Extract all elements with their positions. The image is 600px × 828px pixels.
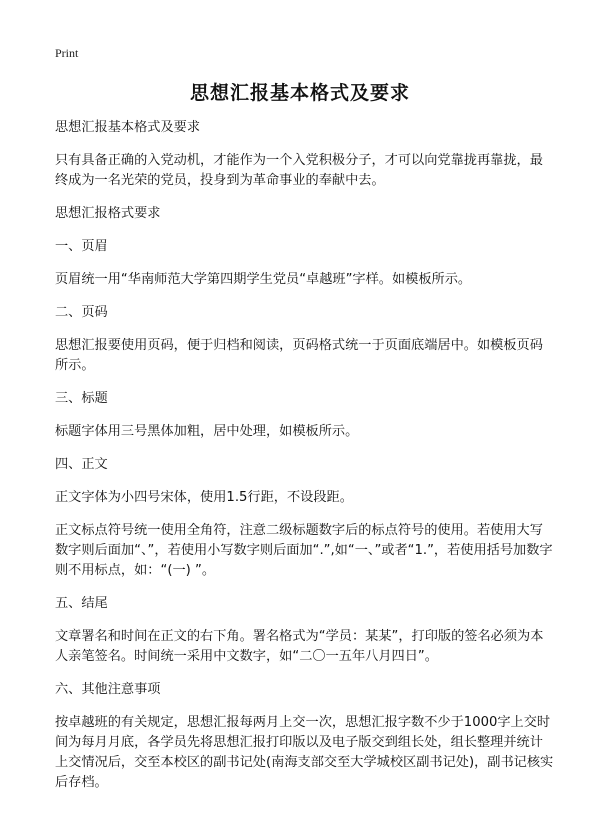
section-text-page-number: 思想汇报要使用页码，便于归档和阅读，页码格式统一于页面底端居中。如模板页码所示。 — [55, 338, 543, 373]
section-heading-ending: 五、结尾 — [55, 596, 108, 611]
format-requirements-heading: 思想汇报格式要求 — [55, 206, 161, 221]
page-title: 思想汇报基本格式及要求 — [189, 82, 410, 104]
section-text-body-punctuation: 正文标点符号统一使用全角符，注意二级标题数字后的标点符号的使用。若使用大写数字则后面加“、”，若使用小写数字则后面加“.”,如“一、”或者“1.”，若使用括号加数字则不用标点，如：“(一) ”。 — [55, 523, 553, 578]
section-text-body-font: 正文字体为小四号宋体，使用1.5行距，不设段距。 — [55, 490, 353, 505]
section-heading-title: 三、标题 — [55, 391, 108, 406]
print-label: Print — [55, 46, 79, 60]
intro-paragraph: 只有具备正确的入党动机，才能作为一个入党积极分子，才可以向党靠拢再靠拢，最终成为一名光荣的党员，投身到为革命事业的奉献中去。 — [55, 153, 543, 188]
section-heading-other-notes: 六、其他注意事项 — [55, 682, 161, 697]
section-text-title: 标题字体用三号黑体加粗，居中处理，如模板所示。 — [55, 424, 359, 439]
section-heading-body: 四、正文 — [55, 457, 108, 472]
document-body — [55, 118, 555, 806]
intro-heading: 思想汇报基本格式及要求 — [55, 120, 201, 135]
section-text-other-notes: 按卓越班的有关规定，思想汇报每两月上交一次，思想汇报字数不少于1000字上交时间为每月月底，各学员先将思想汇报打印版以及电子版交到组长处，组长整理并统计上交情况后，交至本校区的副书记处(南海支部交至大学城校区副书记处)，副书记核实后存档。 — [55, 715, 554, 790]
section-heading-header: 一、页眉 — [55, 239, 108, 254]
section-text-header: 页眉统一用“华南师范大学第四期学生党员“卓越班”字样。如模板所示。 — [55, 272, 472, 287]
section-heading-page-number: 二、页码 — [55, 305, 108, 320]
section-text-ending: 文章署名和时间在正文的右下角。署名格式为“学员：某某”，打印版的签名必须为本人亲笔签名。时间统一采用中文数字，如“二〇一五年八月四日”。 — [55, 629, 544, 664]
